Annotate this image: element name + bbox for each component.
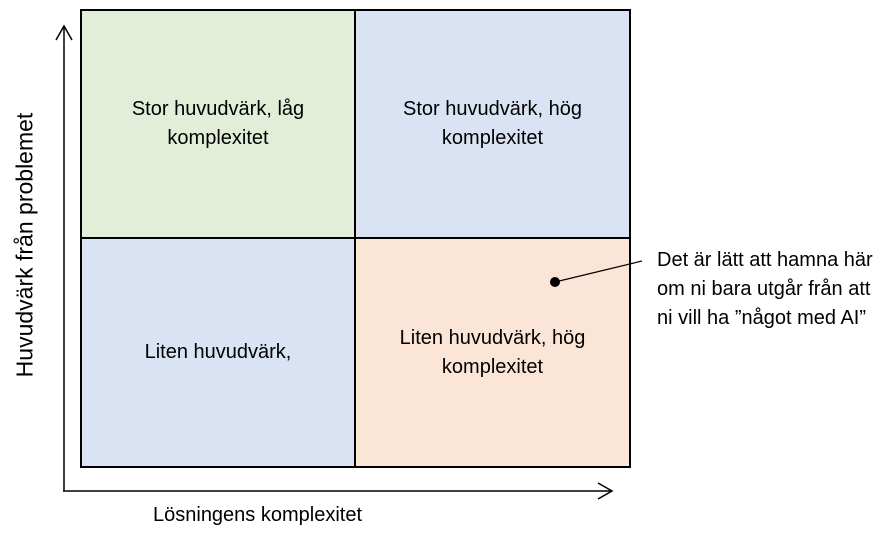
callout-dot	[550, 277, 560, 287]
quadrant-bottom-left-label: Liten huvudvärk,	[144, 341, 292, 363]
y-axis-arrow	[56, 26, 72, 491]
callout-annotation: Det är lätt att hamna här om ni bara utgår från att ni vill ha ”något med AI”	[657, 249, 873, 329]
callout-leader-line	[555, 261, 642, 282]
quadrant-top-left-label: Stor huvudvärk, låg komplexitet	[131, 98, 305, 149]
quadrant-top-right-label: Stor huvudvärk, hög komplexitet	[403, 98, 582, 149]
x-axis-arrow	[63, 483, 612, 499]
y-axis-label: Huvudvärk från problemet	[11, 112, 38, 378]
quadrant-bottom-right-label: Liten huvudvärk, hög komplexitet	[399, 326, 586, 378]
x-axis-label: Lösningens komplexitet	[153, 504, 363, 526]
